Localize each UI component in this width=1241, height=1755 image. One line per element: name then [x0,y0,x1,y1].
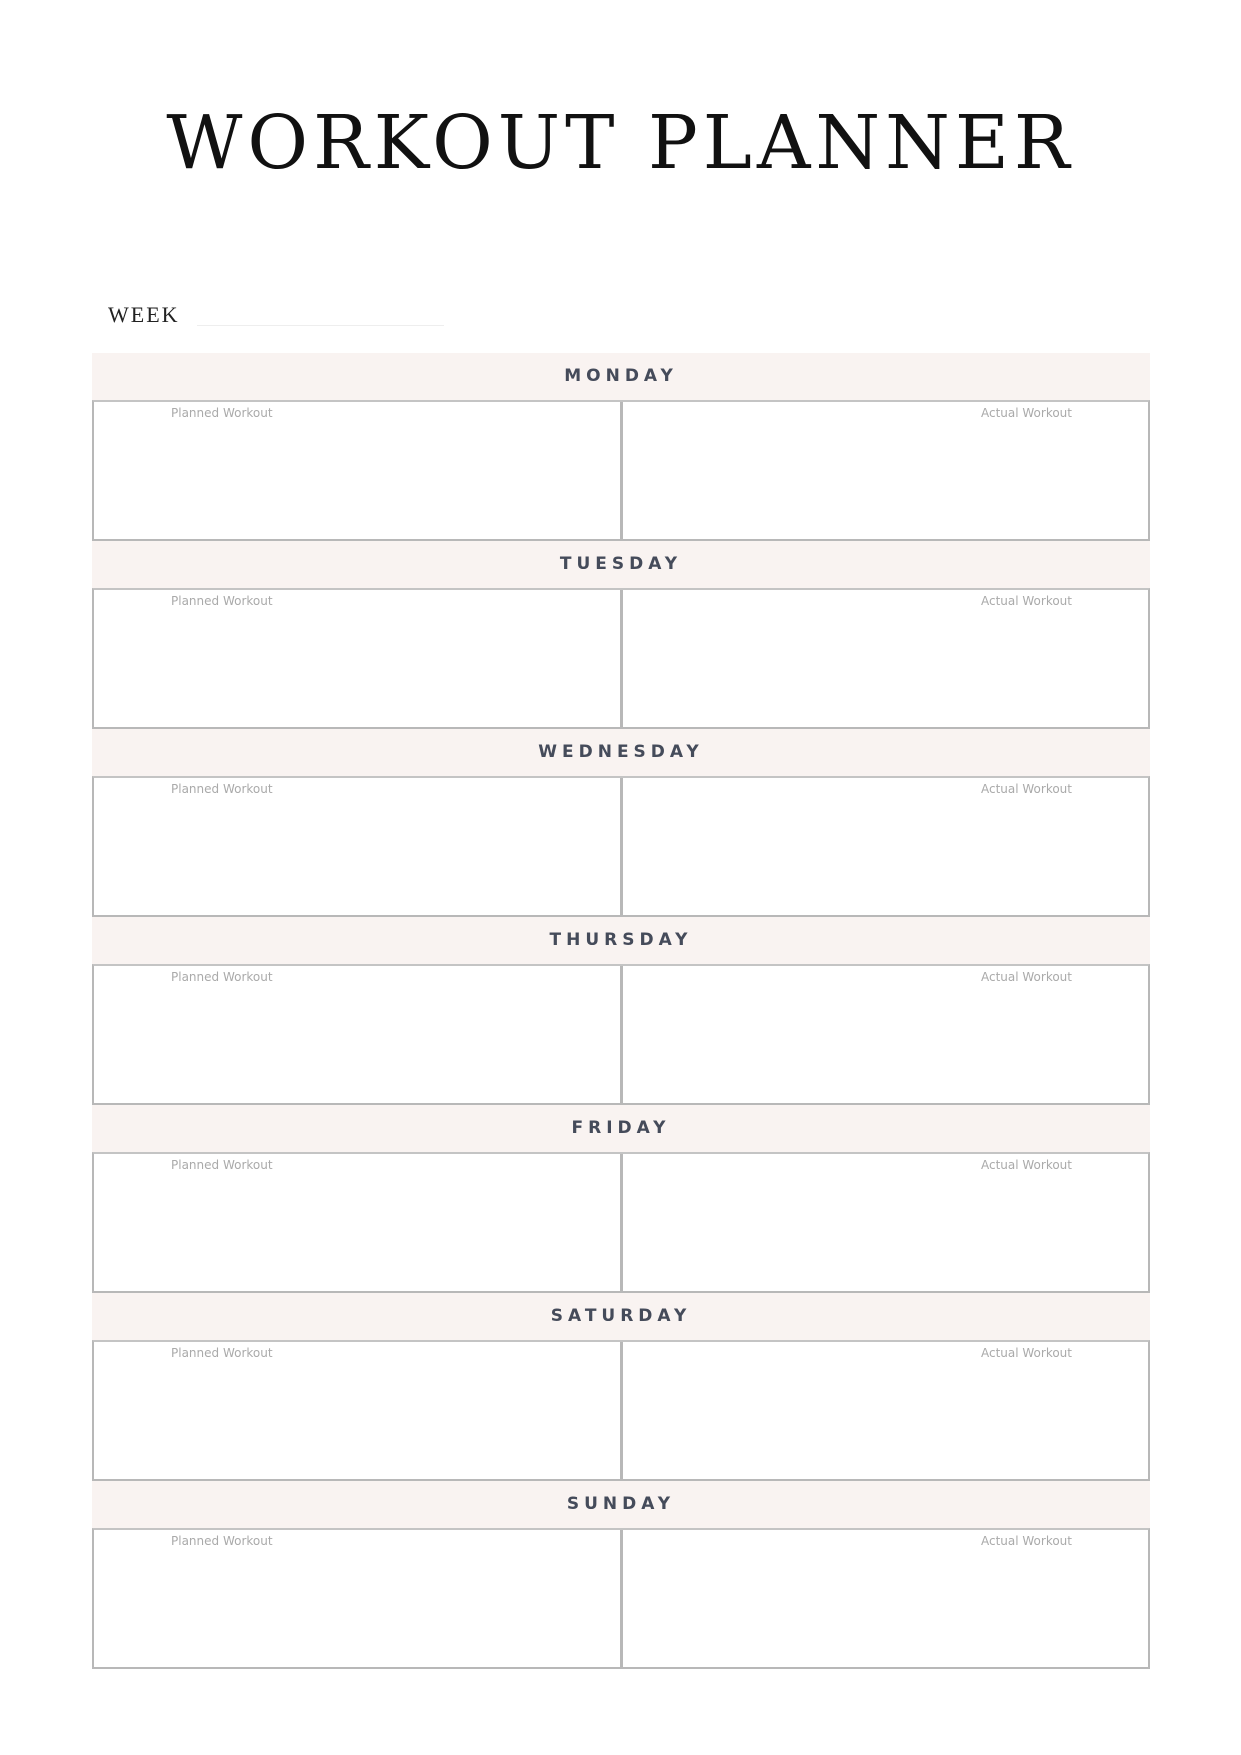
planned-workout-area[interactable] [94,966,623,1103]
day-block-friday [92,1105,1150,1293]
day-header: SUNDAY [92,1481,1150,1528]
actual-workout-label: Actual Workout [980,1534,1072,1548]
planned-workout-area[interactable] [94,1342,623,1479]
planned-workout-label: Planned Workout [171,1158,273,1172]
day-header: SATURDAY [92,1293,1150,1340]
day-body [92,1152,1150,1293]
actual-workout-label: Actual Workout [980,406,1072,420]
day-block-tuesday [92,541,1150,729]
planned-workout-label: Planned Workout [171,1534,273,1548]
planned-workout-area[interactable] [94,590,623,727]
planned-workout-area[interactable] [94,778,623,915]
actual-workout-area[interactable] [623,1530,1149,1667]
day-body [92,1340,1150,1481]
day-header: WEDNESDAY [92,729,1150,776]
days-table [92,353,1150,1669]
day-header: FRIDAY [92,1105,1150,1152]
day-header: TUESDAY [92,541,1150,588]
day-body [92,776,1150,917]
planned-workout-label: Planned Workout [171,1346,273,1360]
day-block-wednesday [92,729,1150,917]
day-body [92,964,1150,1105]
day-body [92,400,1150,541]
day-block-thursday [92,917,1150,1105]
day-header: MONDAY [92,353,1150,400]
day-block-monday [92,353,1150,541]
planned-workout-area[interactable] [94,1530,623,1667]
actual-workout-label: Actual Workout [980,594,1072,608]
actual-workout-label: Actual Workout [980,782,1072,796]
day-body [92,588,1150,729]
actual-workout-area[interactable] [623,1154,1149,1291]
planned-workout-label: Planned Workout [171,970,273,984]
planned-workout-area[interactable] [94,1154,623,1291]
week-input-line[interactable] [197,325,444,326]
planned-workout-area[interactable] [94,402,623,539]
actual-workout-area[interactable] [623,402,1149,539]
actual-workout-label: Actual Workout [980,970,1072,984]
actual-workout-area[interactable] [623,590,1149,727]
actual-workout-area[interactable] [623,1342,1149,1479]
day-body [92,1528,1150,1669]
actual-workout-label: Actual Workout [980,1158,1072,1172]
actual-workout-area[interactable] [623,966,1149,1103]
week-label: WEEK [108,302,180,327]
day-header: THURSDAY [92,917,1150,964]
planned-workout-label: Planned Workout [171,594,273,608]
actual-workout-area[interactable] [623,778,1149,915]
day-block-saturday [92,1293,1150,1481]
planned-workout-label: Planned Workout [171,782,273,796]
planned-workout-label: Planned Workout [171,406,273,420]
day-block-sunday [92,1481,1150,1669]
page-title: WORKOUT PLANNER [166,100,1075,186]
actual-workout-label: Actual Workout [980,1346,1072,1360]
